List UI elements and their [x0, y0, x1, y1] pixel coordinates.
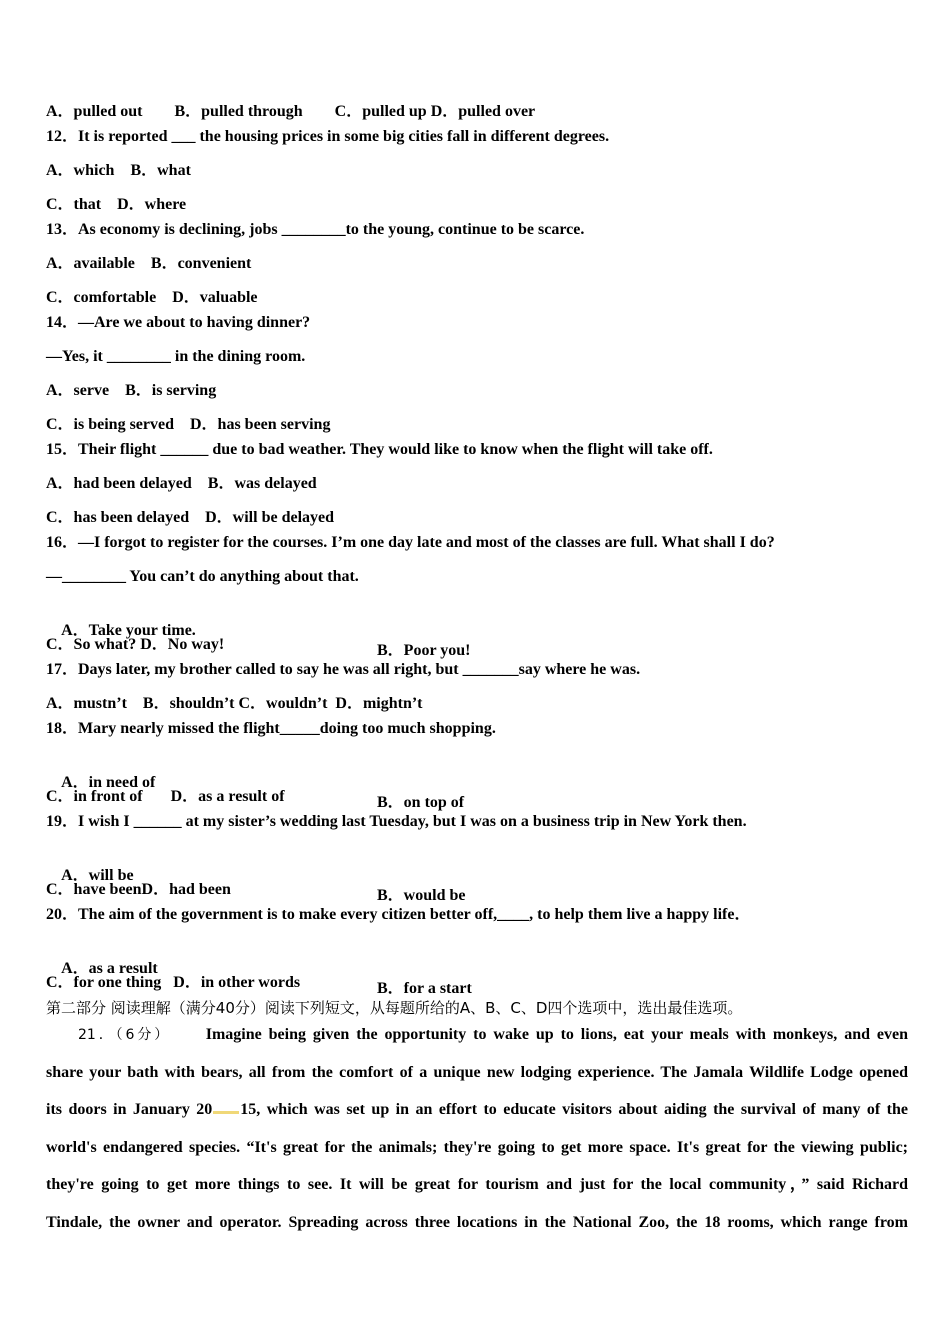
passage-line-2: share your bath with bears, all from the comfort of a unique new lodging experience. The Jamala Wildlife Lodge opened: [46, 1063, 908, 1081]
q20-option-a: A．as a result: [61, 960, 158, 977]
q11-options: A．pulled out B．pulled through C．pulled up D．pulled over: [46, 103, 536, 120]
q14-stem: 14．—Are we about to having dinner?: [46, 314, 311, 331]
q20-option-b: B．for a start: [377, 980, 472, 997]
question-number-21: 21．（6分）: [78, 1027, 172, 1043]
q18-stem: 18．Mary nearly missed the flight_____doing too much shopping.: [46, 720, 496, 737]
passage-line-6: Tindale, the owner and operator. Spreading across three locations in the National Zoo, the 18 rooms, which range from: [46, 1213, 908, 1231]
q18-options-cd: C．in front of D．as a result of: [46, 788, 285, 805]
reading-passage: [46, 1016, 908, 1241]
q15-options-cd: C．has been delayed D．will be delayed: [46, 509, 335, 526]
q16-option-b: B．Poor you!: [377, 642, 471, 659]
q12-stem: 12．It is reported ___ the housing prices in some big cities fall in different degrees.: [46, 128, 610, 145]
q13-stem: 13．As economy is declining, jobs ________to the young, continue to be scarce.: [46, 221, 585, 238]
q16-option-a: A．Take your time.: [61, 622, 196, 639]
q20-stem: 20．The aim of the government is to make every citizen better off,____, to help them live a happy life．: [46, 906, 751, 923]
q18-option-a: A．in need of: [61, 774, 156, 791]
q17-options: A．mustn’t B．shouldn’t C．wouldn’t D．mightn’t: [46, 695, 423, 712]
q15-options-ab: A．had been delayed B．was delayed: [46, 475, 317, 492]
q13-options-cd: C．comfortable D．valuable: [46, 289, 258, 306]
q19-stem: 19．I wish I ______ at my sister’s wedding last Tuesday, but I was on a business trip in New York then.: [46, 813, 747, 830]
q12-options-cd: C．that D．where: [46, 196, 187, 213]
highlight-mark: [213, 1111, 239, 1114]
q14-stem-reply: —Yes, it ________ in the dining room.: [46, 348, 306, 365]
q19-option-a: A．will be: [61, 867, 134, 884]
q16-stem-reply: —________ You can’t do anything about that.: [46, 568, 359, 585]
q18-option-b: B．on top of: [377, 794, 465, 811]
q13-options-ab: A．available B．convenient: [46, 255, 252, 272]
passage-line-4: world's endangered species. “It's great for the animals; they're going to get more space. It's great for the viewing public;: [46, 1138, 908, 1156]
q14-options-ab: A．serve B．is serving: [46, 382, 217, 399]
q12-options-ab: A．which B．what: [46, 162, 191, 179]
q16-options-cd: C．So what? D．No way!: [46, 636, 225, 653]
section-two-heading: 第二部分 阅读理解（满分40分）阅读下列短文，从每题所给的A、B、C、D四个选项中，选出最佳选项。: [46, 999, 743, 1017]
passage-line-5: they're going to get more things to see. It will be great for tourism and just for the local community，” said Richard: [46, 1176, 908, 1193]
q14-options-cd: C．is being served D．has been serving: [46, 416, 331, 433]
passage-line-3: its doors in January 20 15, which was set up in an effort to educate visitors about aiding the survival of many of the: [46, 1101, 908, 1118]
q19-options-cd: C．have beenD．had been: [46, 881, 231, 898]
q17-stem: 17．Days later, my brother called to say he was all right, but _______say where he was.: [46, 661, 641, 678]
q20-options-cd: C．for one thing D．in other words: [46, 974, 301, 991]
q19-option-b: B．would be: [377, 887, 466, 904]
q16-stem: 16．—I forgot to register for the courses. I’m one day late and most of the classes are full. What shall I do?: [46, 534, 775, 551]
passage-line-1: 21．（6分） Imagine being given the opportunity to wake up to lions, eat your meals with monkeys, and even: [78, 1026, 908, 1043]
q15-stem: 15．Their flight ______ due to bad weather. They would like to know when the flight will take off.: [46, 441, 713, 458]
